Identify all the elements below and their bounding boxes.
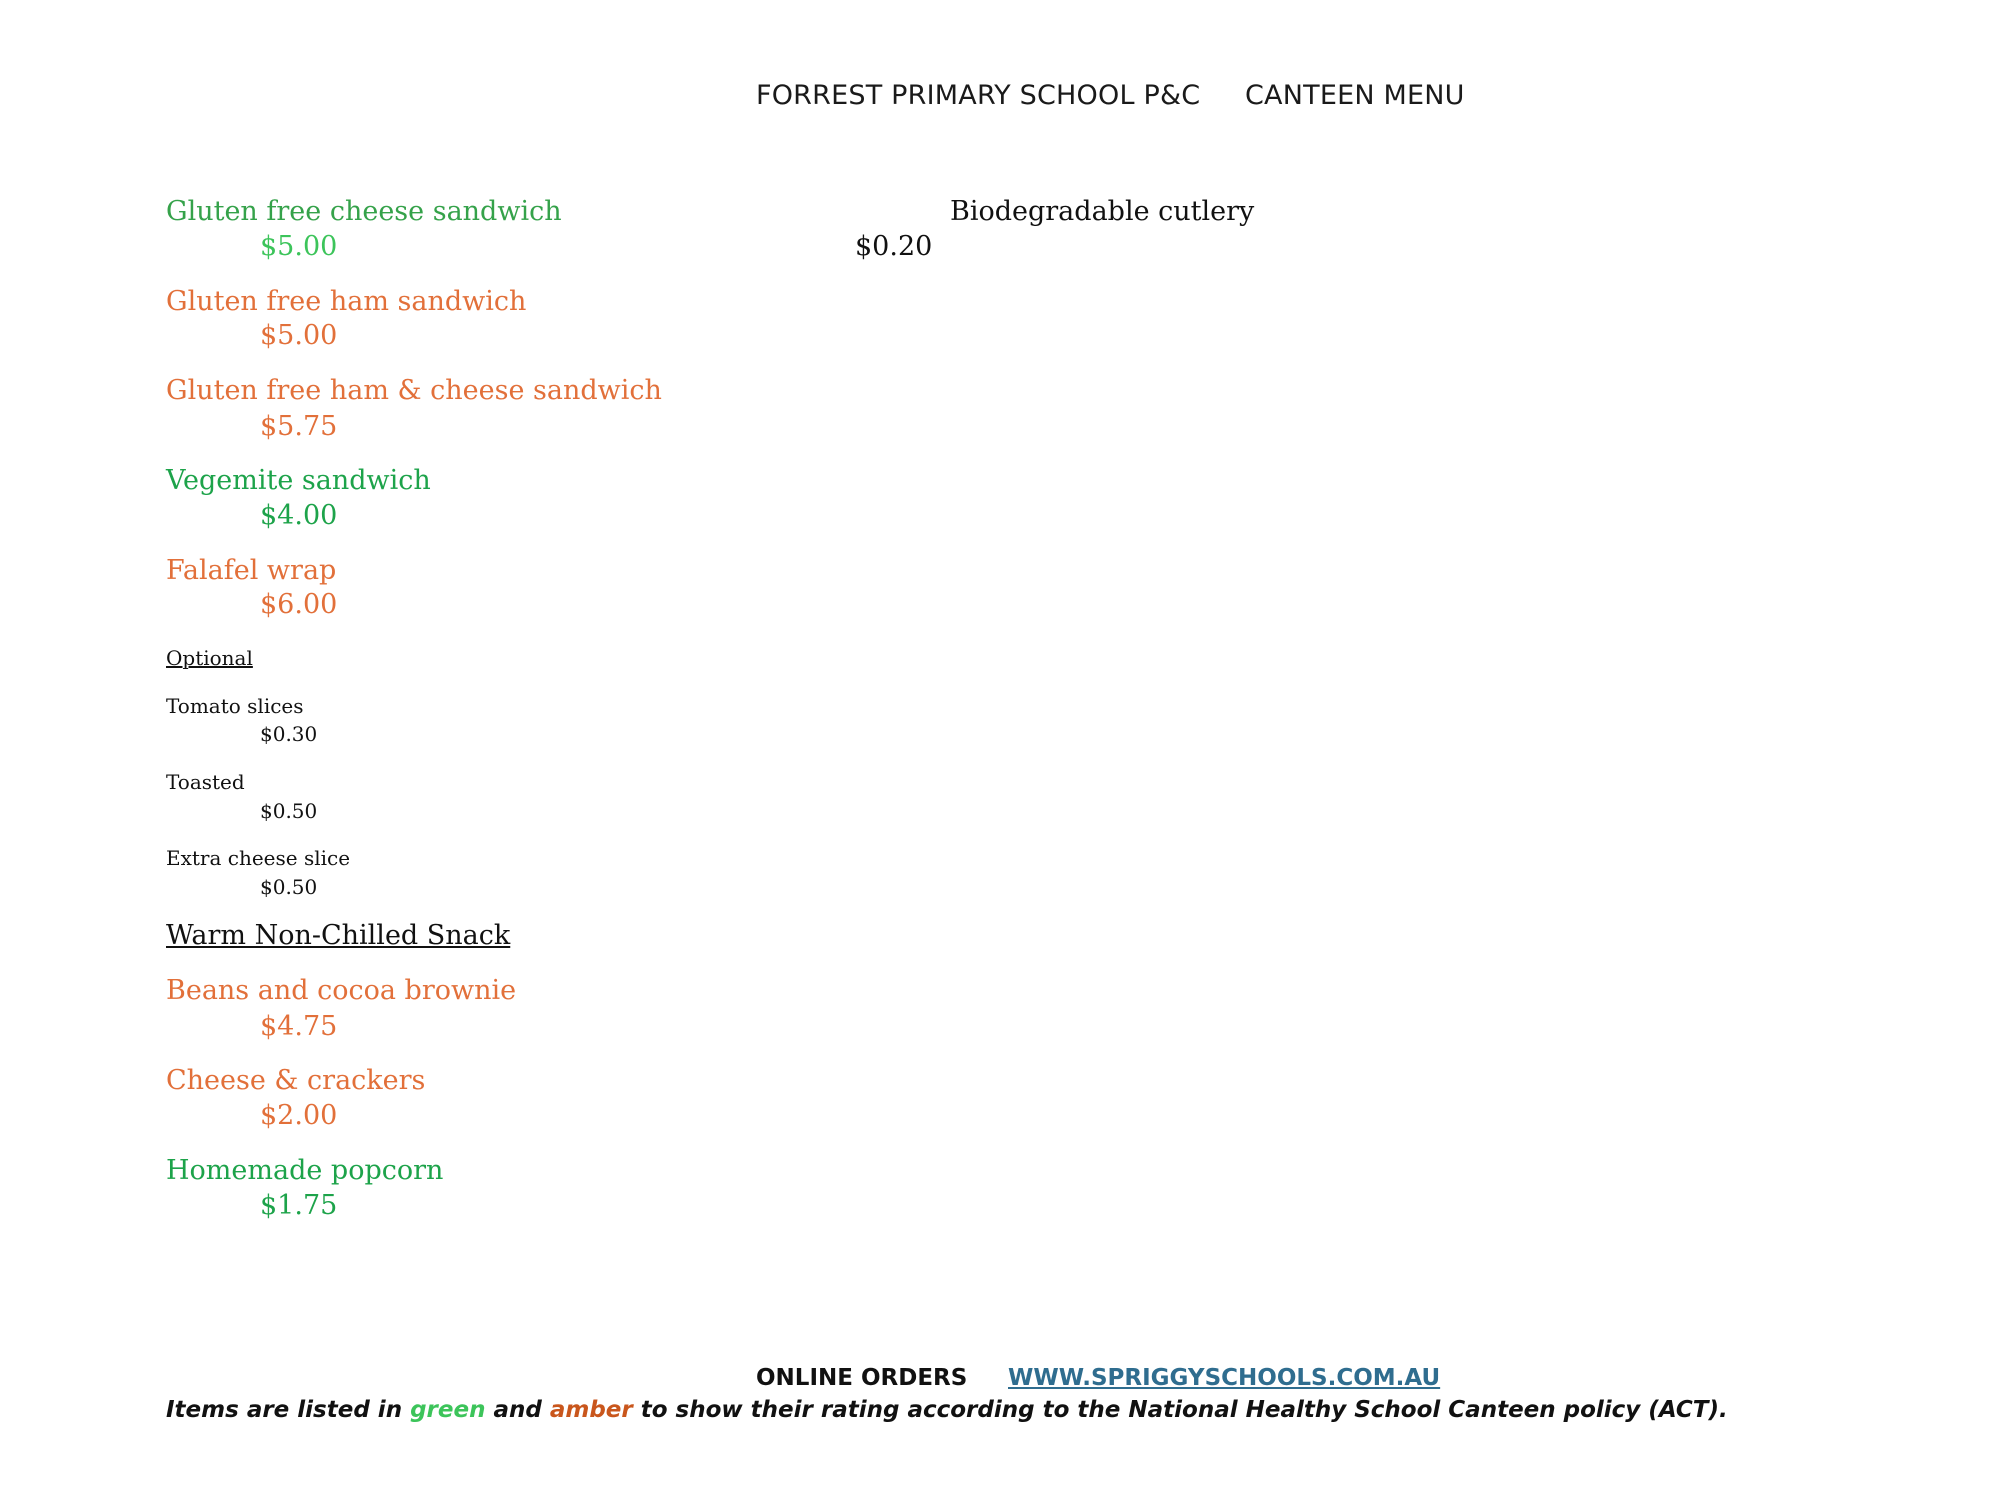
menu-title: CANTEEN MENU [1245, 80, 1465, 111]
optional-item-name: Toasted [166, 770, 245, 794]
item-name: Gluten free ham & cheese sandwich [166, 375, 662, 406]
item-price: $6.00 [260, 589, 338, 620]
footnote-text: and [485, 1397, 550, 1423]
online-orders-label: ONLINE ORDERS [756, 1365, 968, 1391]
snack-name: Beans and cocoa brownie [166, 975, 517, 1006]
item-name: Gluten free ham sandwich [166, 286, 527, 317]
item-price: $5.00 [260, 320, 338, 351]
item-name: Falafel wrap [166, 555, 337, 586]
item-price: $5.00 [260, 231, 338, 262]
snack-price: $2.00 [260, 1100, 338, 1131]
footnote-text: to show their rating according to the National Healthy School Canteen policy (ACT). [632, 1397, 1728, 1423]
optional-item-price: $0.50 [260, 875, 318, 899]
optional-item-name: Tomato slices [166, 694, 304, 718]
item-price: $4.00 [260, 500, 338, 531]
extra-item-name: Biodegradable cutlery [950, 196, 1255, 227]
school-title: FORREST PRIMARY SCHOOL P&C [756, 80, 1201, 111]
footnote-text: Items are listed in [166, 1397, 411, 1423]
item-name: Gluten free cheese sandwich [166, 196, 562, 227]
snack-price: $1.75 [260, 1190, 338, 1221]
optional-item-name: Extra cheese slice [166, 846, 351, 870]
extra-item-price: $0.20 [855, 231, 933, 262]
green-word: green [410, 1397, 486, 1423]
optional-heading: Optional [166, 646, 253, 670]
snack-name: Cheese & crackers [166, 1065, 426, 1096]
optional-item-price: $0.50 [260, 799, 318, 823]
optional-item-price: $0.30 [260, 722, 318, 746]
snack-heading: Warm Non-Chilled Snack [166, 920, 511, 951]
snack-price: $4.75 [260, 1011, 338, 1042]
amber-word: amber [549, 1397, 633, 1423]
item-price: $5.75 [260, 411, 338, 442]
rating-footnote [166, 1397, 1728, 1423]
website-link[interactable]: WWW.SPRIGGYSCHOOLS.COM.AU [1008, 1365, 1441, 1391]
snack-name: Homemade popcorn [166, 1155, 444, 1186]
item-name: Vegemite sandwich [166, 465, 431, 496]
